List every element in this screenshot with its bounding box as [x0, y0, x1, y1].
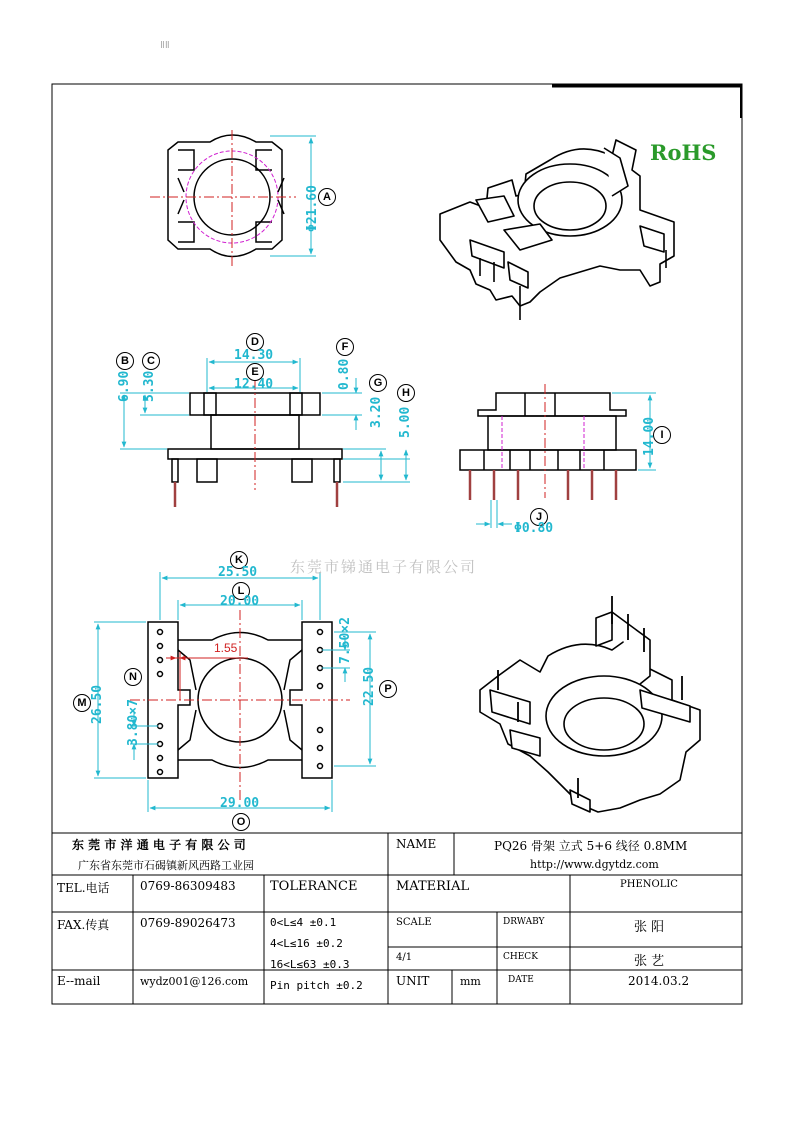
dim-D-tag: D	[246, 333, 264, 351]
dim-N-tag: N	[124, 668, 142, 686]
drawby-value: 张 阳	[634, 920, 665, 935]
top-view	[168, 135, 284, 257]
dim-A-value: Φ21.60	[305, 185, 320, 232]
iso-view-bottom	[480, 612, 700, 812]
material-label: MATERIAL	[396, 879, 470, 894]
dim-K-tag: K	[230, 551, 248, 569]
dim-B-value: 6.90	[117, 370, 132, 402]
dim-I-tag: I	[653, 426, 671, 444]
dim-G-value: 3.20	[369, 396, 384, 428]
dim-M-tag: M	[73, 694, 91, 712]
dim-J-value: Φ0.80	[514, 521, 554, 536]
tolerance-label: TOLERANCE	[270, 879, 358, 894]
rohs-label: RoHS	[650, 140, 717, 165]
dim-N-value: 3.80×7	[126, 699, 141, 746]
email-value: wydz001@126.com	[140, 975, 249, 988]
dim-H-value: 5.00	[398, 406, 413, 438]
fax-value: 0769-89026473	[140, 916, 236, 930]
side-view-dims	[476, 393, 656, 528]
dim-K-value: 25.50	[218, 565, 258, 580]
dim-P-tag: P	[379, 680, 397, 698]
scale-label: SCALE	[396, 917, 432, 928]
dim-C-tag: C	[142, 352, 160, 370]
tolerance-row-3: 16<L≤63 ±0.3	[270, 958, 350, 971]
email-label: E--mail	[57, 974, 101, 988]
dim-O-tag: O	[232, 813, 250, 831]
unit-value: mm	[460, 975, 481, 988]
corner-mark: ⅡⅡ	[160, 40, 170, 51]
dim-L-tag: L	[232, 582, 250, 600]
dim-R-value: 1.55	[214, 641, 238, 655]
dim-B-tag: B	[116, 352, 134, 370]
tel-label: TEL.电话	[57, 881, 110, 895]
tel-value: 0769-86309483	[140, 879, 236, 893]
dim-P-value: 22.50	[362, 666, 377, 706]
dim-I-value: 14.00	[642, 416, 657, 456]
check-value: 张 艺	[634, 954, 665, 969]
tolerance-row-4: Pin pitch ±0.2	[270, 979, 363, 992]
check-label: CHECK	[503, 952, 538, 962]
side-view	[460, 393, 636, 470]
dim-E-value: 12.40	[234, 377, 274, 392]
iso-view-top	[440, 140, 674, 320]
side-view-pins	[470, 470, 616, 500]
company-name: 东 莞 市 洋 通 电 子 有 限 公 司	[72, 838, 246, 852]
dim-O-value: 29.00	[220, 796, 260, 811]
dim-F-tag: F	[336, 338, 354, 356]
front-view-pins	[175, 482, 337, 507]
watermark: 东莞市锑通电子有限公司	[290, 558, 478, 576]
name-value: PQ26 骨架 立式 5+6 线径 0.8MM	[494, 839, 688, 853]
tolerance-row-2: 4<L≤16 ±0.2	[270, 937, 343, 950]
date-value: 2014.03.2	[628, 974, 690, 988]
dim-M-value: 26.50	[90, 684, 105, 724]
material-value: PHENOLIC	[620, 879, 678, 890]
date-label: DATE	[508, 975, 534, 985]
company-address: 广东省东莞市石碣镇新风西路工业园	[78, 859, 254, 872]
website-link[interactable]: http://www.dgytdz.com	[530, 858, 659, 871]
dim-H-tag: H	[397, 384, 415, 402]
dim-E-tag: E	[246, 363, 264, 381]
dim-C-value: 5.30	[142, 370, 157, 402]
dim-Q-value: 7.50×2	[338, 617, 353, 664]
dim-L-value: 20.00	[220, 594, 260, 609]
tolerance-row-1: 0<L≤4 ±0.1	[270, 916, 337, 929]
name-label: NAME	[396, 837, 437, 851]
drawby-label: DRWABY	[503, 917, 545, 927]
fax-label: FAX.传真	[57, 918, 110, 932]
dim-F-value: 0.80	[337, 358, 352, 390]
dim-G-tag: G	[369, 374, 387, 392]
dim-J-tag: J	[530, 508, 548, 526]
dim-A-tag: A	[318, 188, 336, 206]
scale-value: 4/1	[396, 952, 413, 963]
unit-label: UNIT	[396, 974, 430, 988]
dim-D-value: 14.30	[234, 348, 274, 363]
